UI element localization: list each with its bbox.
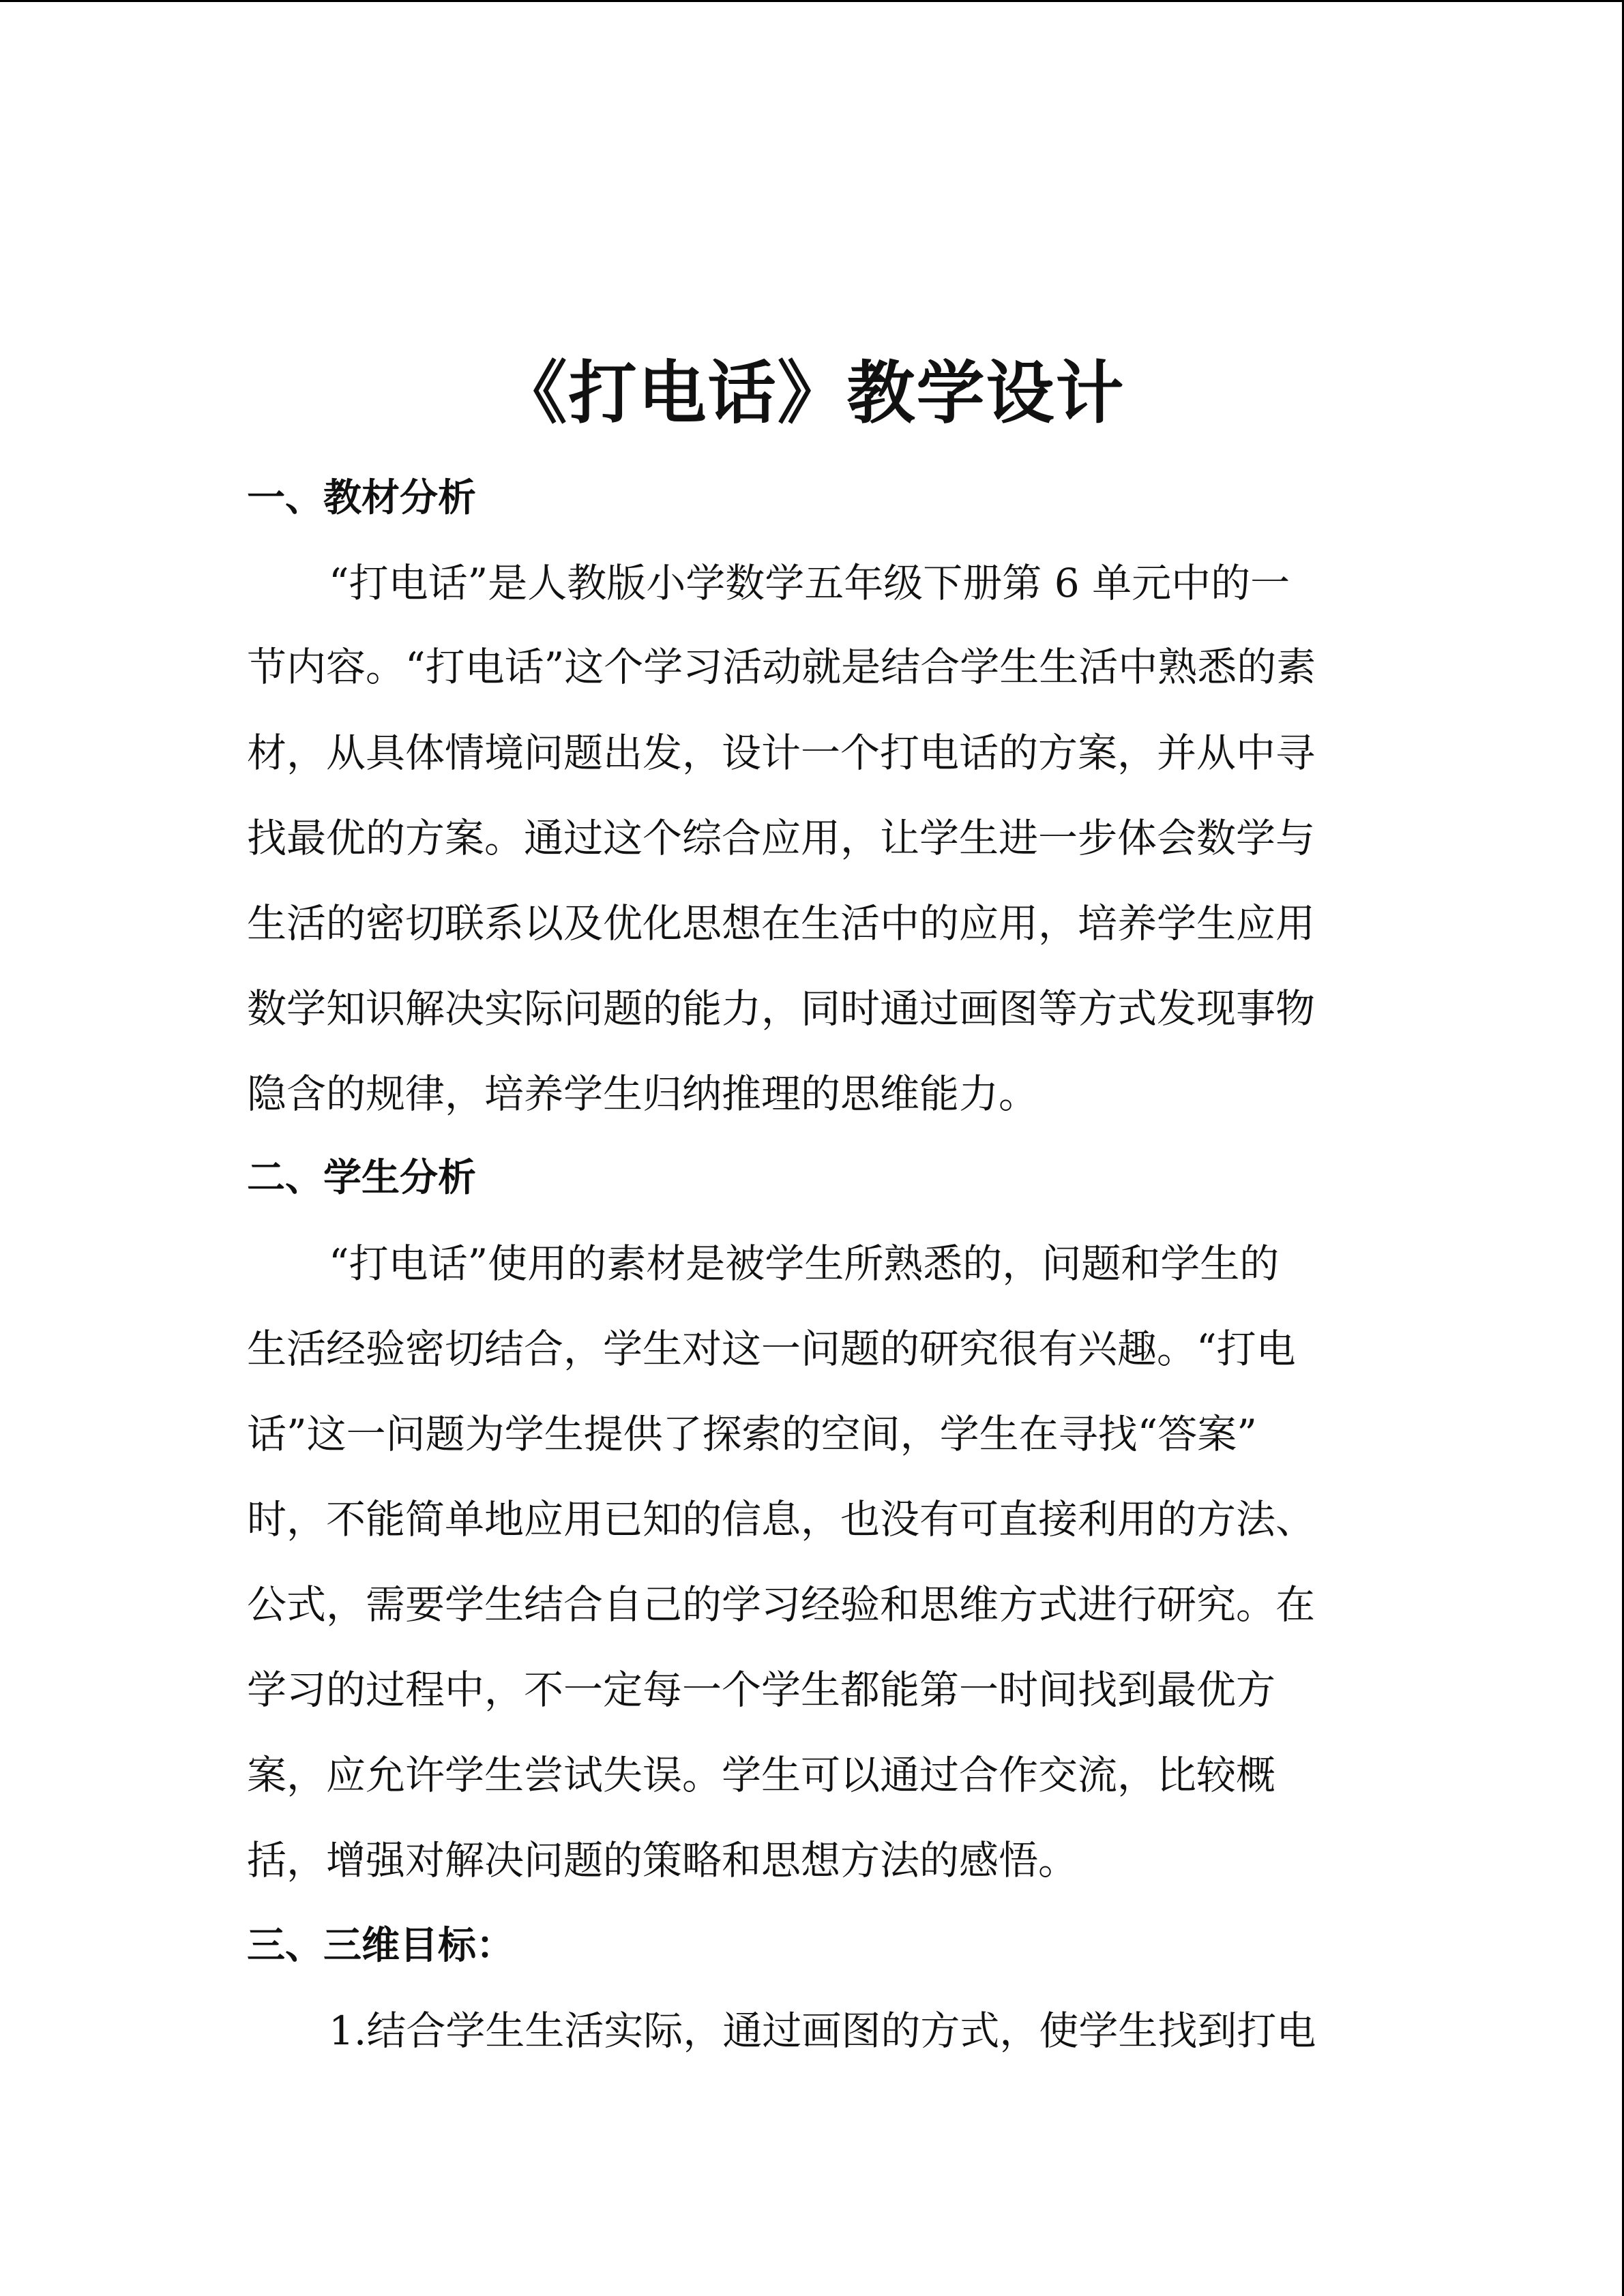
paragraph-line: 隐含的规律，培养学生归纳推理的思维能力。 [247, 1071, 1039, 1117]
paragraph-line: 时，不能简单地应用已知的信息，也没有可直接利用的方法、 [247, 1496, 1316, 1542]
paragraph-line: 括，增强对解决问题的策略和思想方法的感悟。 [247, 1837, 1078, 1883]
document-title: 《打电话》教学设计 [499, 353, 1125, 433]
paragraph-line: 找最优的方案。通过这个综合应用，让学生进一步体会数学与 [247, 815, 1316, 861]
paragraph-line: 生活的密切联系以及优化思想在生活中的应用，培养学生应用 [247, 900, 1316, 946]
paragraph-line: 公式，需要学生结合自己的学习经验和思维方式进行研究。在 [247, 1581, 1316, 1628]
paragraph-line: 1.结合学生生活实际，通过画图的方式，使学生找到打电 [329, 2008, 1316, 2054]
paragraph-line: “打电话”使用的素材是被学生所熟悉的，问题和学生的 [329, 1240, 1280, 1287]
paragraph-line: 话”这一问题为学生提供了探索的空间，学生在寻找“答案” [247, 1411, 1257, 1457]
paragraph-line: “打电话”是人教版小学数学五年级下册第 6 单元中的一 [329, 560, 1290, 606]
section-heading-textbook-analysis: 一、教材分析 [247, 475, 476, 520]
paragraph-line: 材，从具体情境问题出发，设计一个打电话的方案，并从中寻 [247, 730, 1316, 776]
paragraph-line: 案，应允许学生尝试失误。学生可以通过合作交流，比较概 [247, 1752, 1276, 1798]
paragraph-line: 学习的过程中，不一定每一个学生都能第一时间找到最优方 [247, 1667, 1276, 1713]
paragraph-line: 节内容。“打电话”这个学习活动就是结合学生生活中熟悉的素 [247, 644, 1316, 690]
section-heading-student-analysis: 二、学生分析 [247, 1155, 476, 1200]
section-heading-three-dimensional-goals: 三、三维目标： [247, 1923, 514, 1968]
paragraph-line: 数学知识解决实际问题的能力，同时通过画图等方式发现事物 [247, 985, 1316, 1032]
paragraph-line: 生活经验密切结合，学生对这一问题的研究很有兴趣。“打电 [247, 1326, 1296, 1372]
